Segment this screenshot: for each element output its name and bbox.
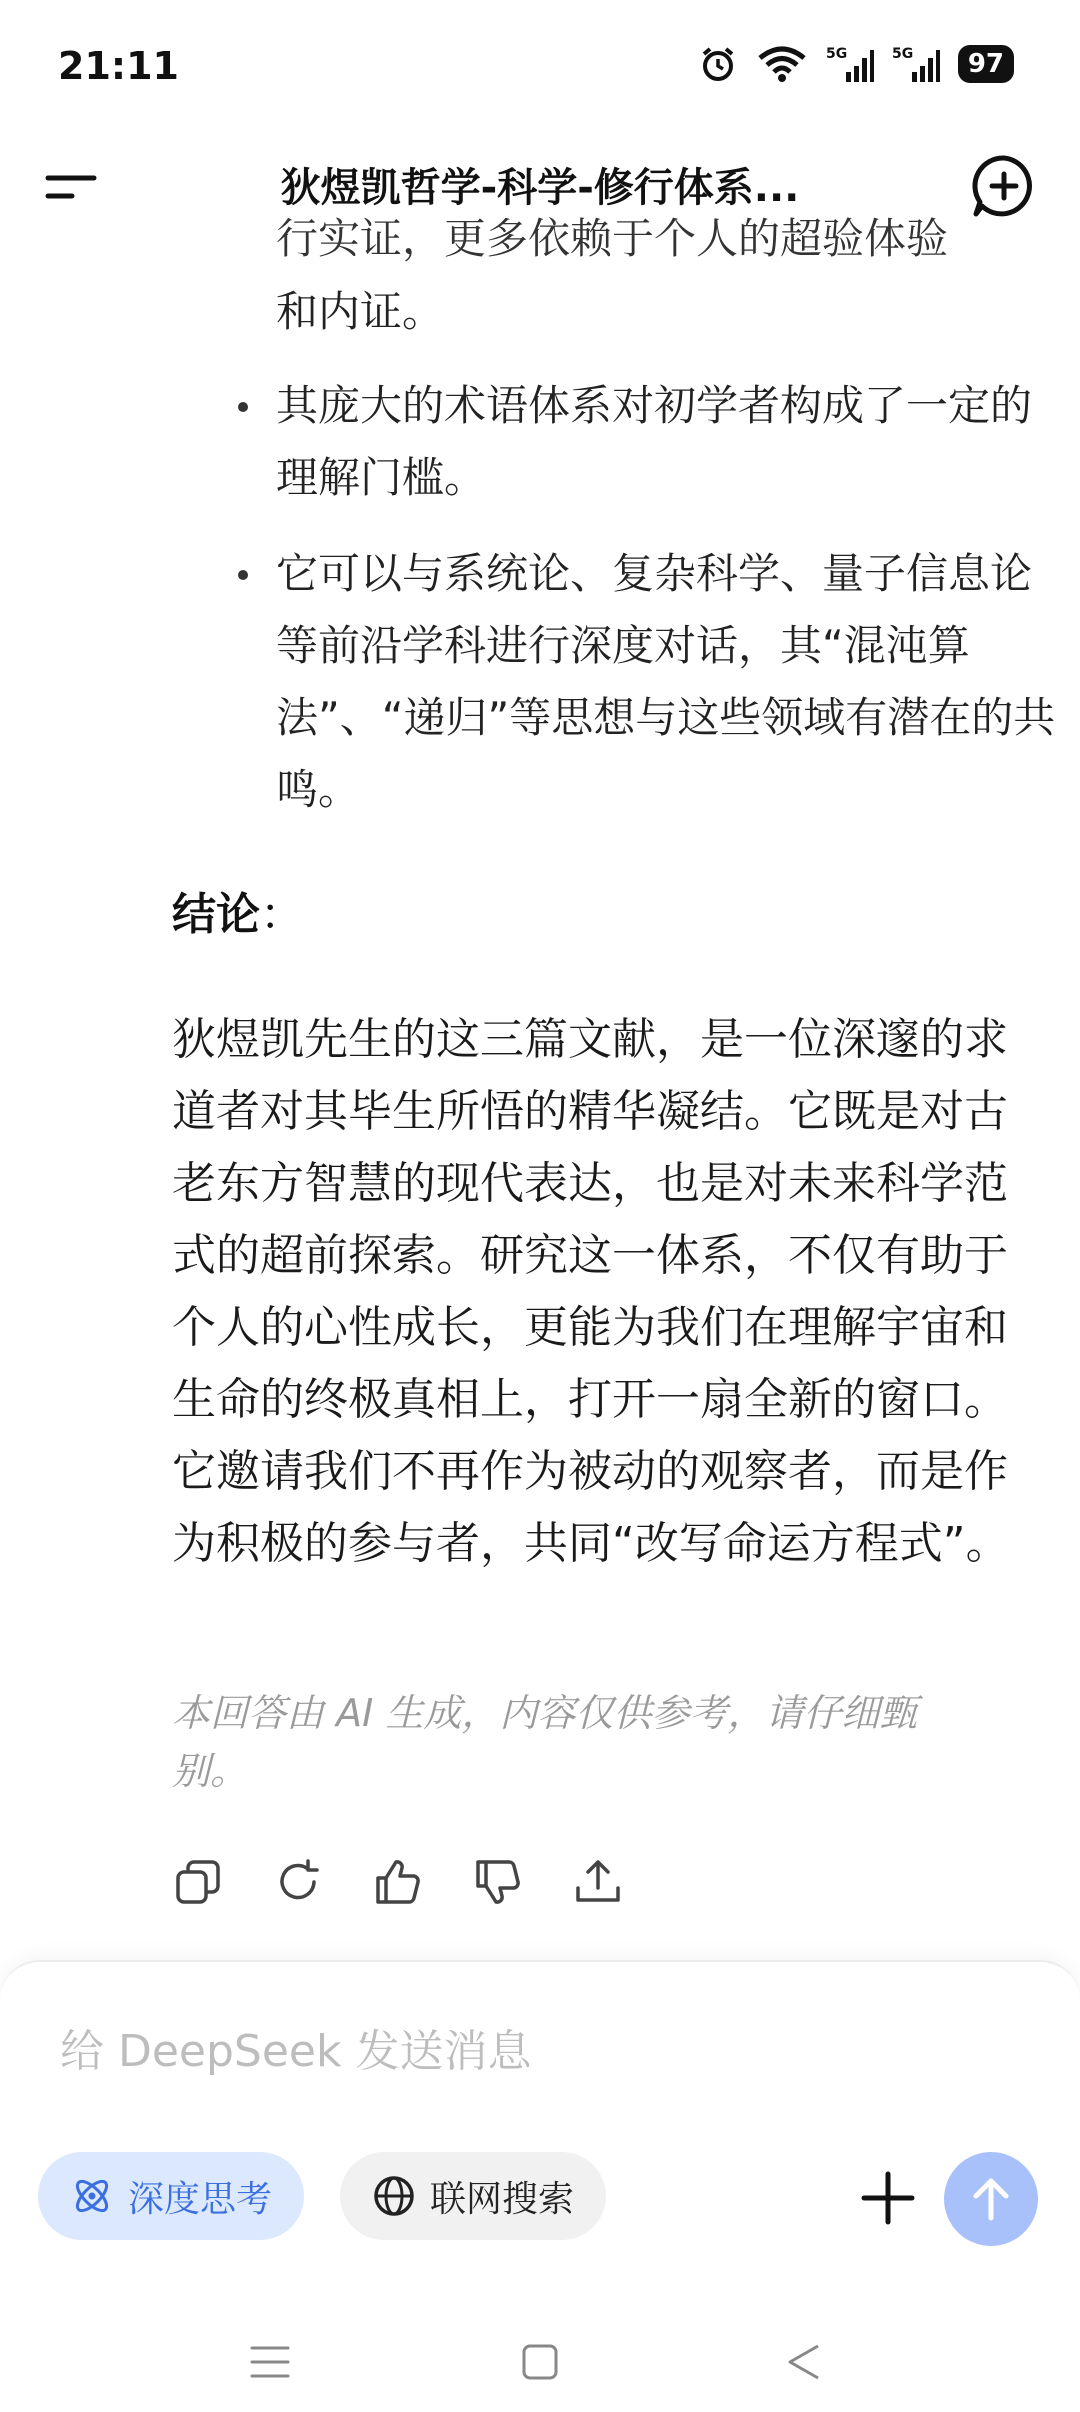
svg-text:5G: 5G (891, 46, 914, 62)
regenerate-icon (274, 1858, 322, 1906)
status-time: 21:11 (58, 44, 179, 88)
alarm-icon (698, 44, 738, 84)
system-nav-bar (0, 2300, 1080, 2412)
ai-disclaimer: 本回答由 AI 生成，内容仅供参考，请仔细甄别。 (172, 1691, 918, 1793)
regenerate-button[interactable] (272, 1856, 324, 1908)
home-square-icon (518, 2340, 562, 2384)
conclusion-paragraph: 狄煜凯先生的这三篇文献，是一位深邃的求道者对其毕生所悟的精华凝结。它既是对古老东方智慧的现代表达，也是对未来科学范式的超前探索。研究这一体系，不仅有助于个人的心性成长，更能为我们在理解宇宙和生命的终极真相上，打开一扇全新的窗口。它邀请我们不再作为被动的观察者，而是作为积极的参与者，共同“改写命运方程式”。 (172, 1014, 1010, 1569)
web-search-toggle[interactable] (340, 2152, 606, 2240)
continued-text (276, 276, 1056, 348)
new-chat-button[interactable] (968, 150, 1040, 222)
nav-back-button[interactable] (774, 2332, 834, 2392)
conclusion-colon: ： (260, 889, 304, 940)
signal-5g-icon (892, 44, 940, 84)
attach-button[interactable] (846, 2156, 930, 2240)
nav-home-button[interactable] (510, 2332, 570, 2392)
globe-icon (372, 2174, 416, 2218)
share-icon (574, 1858, 622, 1906)
share-button[interactable] (572, 1856, 624, 1908)
list-item-text: 其庞大的术语体系对初学者构成了一定的理解门槛。 (276, 381, 1033, 502)
arrow-up-icon (966, 2174, 1016, 2224)
plus-icon (860, 2170, 916, 2226)
message-actions (172, 1856, 624, 1908)
new-chat-icon (968, 150, 1040, 222)
web-search-label: 联网搜索 (430, 2178, 575, 2220)
menu-button[interactable] (44, 158, 104, 218)
battery-indicator: 97 (958, 45, 1014, 83)
thumbs-up-icon (374, 1858, 422, 1906)
nav-recents-button[interactable] (240, 2332, 300, 2392)
copy-button[interactable] (172, 1856, 224, 1908)
back-triangle-icon (782, 2340, 826, 2384)
deep-think-label: 深度思考 (128, 2178, 273, 2220)
bullet-dot (238, 402, 248, 412)
conclusion-heading-text: 结论 (172, 889, 260, 940)
menu-icon (44, 158, 104, 218)
list-item-text: 它可以与系统论、复杂科学、量子信息论等前沿学科进行深度对话，其“混沌算法”、“递归”等思想与这些领域有潜在的共鸣。 (276, 549, 1056, 814)
svg-text:5G: 5G (825, 46, 848, 62)
conclusion-heading (172, 878, 304, 942)
continued-text-content: 和内证。 (276, 287, 445, 336)
signal-5g-icon (826, 44, 874, 84)
clipped-text-line: 行实证，更多依赖于个人的超验体验 (276, 214, 949, 263)
copy-icon (174, 1858, 222, 1906)
status-bar (0, 0, 1080, 140)
wifi-icon (756, 44, 808, 84)
status-icons (698, 44, 1014, 84)
thumbs-down-button[interactable] (472, 1856, 524, 1908)
send-button[interactable] (944, 2152, 1038, 2246)
thumbs-up-button[interactable] (372, 1856, 424, 1908)
recents-icon (248, 2340, 292, 2384)
message-input[interactable] (58, 2020, 962, 2082)
thumbs-down-icon (474, 1858, 522, 1906)
atom-icon (70, 2174, 114, 2218)
message-composer (0, 1960, 1080, 2302)
bullet-dot (238, 570, 248, 580)
page-title: 狄煜凯哲学-科学-修行体系... (280, 165, 800, 211)
chat-content (0, 214, 1080, 1960)
deep-think-toggle[interactable] (38, 2152, 304, 2240)
